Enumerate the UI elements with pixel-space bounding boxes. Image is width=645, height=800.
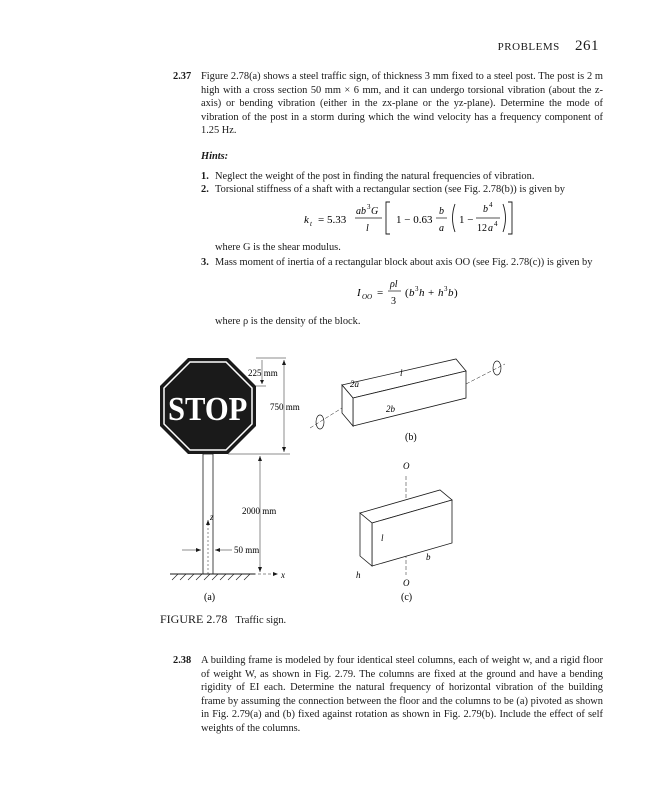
hints-title: Hints: xyxy=(201,151,229,162)
rectangular-shaft-diagram xyxy=(310,359,505,443)
svg-text:): ) xyxy=(454,287,458,299)
hint-2: 2. Torsional stiffness of a shaft with a rectangular section (see Fig. 2.78(b)) is given by xyxy=(201,184,565,195)
page-number: 261 xyxy=(575,38,599,54)
label-b: (b) xyxy=(405,432,417,443)
b-2b-label: 2b xyxy=(386,404,395,414)
svg-text:h: h xyxy=(419,287,425,299)
svg-text:k: k xyxy=(304,214,309,226)
svg-text:b: b xyxy=(483,204,488,215)
c-b-label: b xyxy=(426,552,431,562)
dim-2000-label: 2000 mm xyxy=(242,506,277,516)
svg-text:4: 4 xyxy=(494,220,498,228)
problem-text: Figure 2.78(a) shows a steel traffic sign, of thickness 3 mm fixed to a steel post. The post is 2 m high with a cross section 50 mm × 6 mm, and it can undergo torsional vibration (about the z-axis) or bending vibration (either in the zx-plane or the yz-plane). Determine the mode of vibration of the post in a storm during which the wind velocity has a frequency component of 1.25 Hz. xyxy=(201,71,603,137)
hint-3: 3. Mass moment of inertia of a rectangular block about axis OO (see Fig. 2.78(c)) is given by xyxy=(201,257,593,268)
section-title: PROBLEMS xyxy=(497,41,560,53)
svg-text:1 − 0.63: 1 − 0.63 xyxy=(396,214,433,226)
svg-text:3: 3 xyxy=(367,203,371,211)
hint-3-where: where ρ is the density of the block. xyxy=(215,316,361,327)
svg-text:1 −: 1 − xyxy=(459,214,474,226)
svg-text:ab: ab xyxy=(356,206,366,217)
c-O-bottom-label: O xyxy=(403,578,410,588)
svg-text:G: G xyxy=(371,206,379,217)
svg-text:3: 3 xyxy=(444,285,448,293)
c-l-label: l xyxy=(381,533,384,543)
svg-text:h: h xyxy=(438,287,444,299)
label-a: (a) xyxy=(204,592,216,603)
svg-text:l: l xyxy=(366,223,369,234)
stop-sign-text: STOP xyxy=(168,389,248,428)
figure-caption xyxy=(160,612,286,627)
b-2a-label: 2a xyxy=(350,379,359,389)
svg-text:3: 3 xyxy=(415,285,419,293)
running-header xyxy=(498,38,599,55)
b-l-label: l xyxy=(400,368,403,378)
dim-750-label: 750 mm xyxy=(270,402,300,412)
problem-number: 2.37 xyxy=(173,71,192,82)
caption-text: Traffic sign. xyxy=(235,615,287,626)
ground-hatch xyxy=(172,574,250,580)
svg-text:a: a xyxy=(488,223,493,234)
rectangular-block-diagram xyxy=(356,461,452,603)
c-O-top-label: O xyxy=(403,461,410,471)
problem-238-text: A building frame is modeled by four identical steel columns, each of weight w, and a rigid floor of weight W, as shown in Fig. 2.79. The columns are fixed at the ground and have a bending rigidity of EI each. Determine the natural frequency of horizontal vibration of the building frame by assuming the connection between the floor and the columns to be (a) pivoted as shown in Fig. 2.79(a) and (b) fixed against rotation as shown in Fig. 2.79(b). Include the effect of self weights of the columns. xyxy=(201,655,603,734)
svg-text:+: + xyxy=(428,287,435,299)
problem-number-238: 2.38 xyxy=(173,655,192,666)
label-c: (c) xyxy=(401,592,413,603)
svg-text:= 5.33: = 5.33 xyxy=(318,214,347,226)
dim-50-label: 50 mm xyxy=(234,545,260,555)
caption-number: FIGURE 2.78 xyxy=(160,612,228,626)
svg-text:ρl: ρl xyxy=(390,279,398,290)
svg-text:=: = xyxy=(377,287,384,299)
svg-text:t: t xyxy=(310,220,312,228)
svg-text:I: I xyxy=(357,287,361,299)
axis-x-label: x xyxy=(281,570,285,580)
dim-225-label: 225 mm xyxy=(248,368,278,378)
inertia-equation xyxy=(355,273,485,309)
svg-text:(: ( xyxy=(405,287,409,299)
svg-text:3: 3 xyxy=(391,296,396,307)
hint-1: 1. Neglect the weight of the post in finding the natural frequencies of vibration. xyxy=(201,171,535,182)
svg-text:a: a xyxy=(439,223,444,234)
axis-z-label: z xyxy=(210,512,214,522)
svg-text:OO: OO xyxy=(362,293,373,301)
traffic-sign-diagram xyxy=(160,358,300,603)
svg-text:b: b xyxy=(448,287,454,299)
c-h-label: h xyxy=(356,570,361,580)
svg-text:b: b xyxy=(439,206,444,217)
svg-text:4: 4 xyxy=(489,201,493,209)
figure-2-78 xyxy=(160,350,520,610)
torsional-stiffness-equation xyxy=(300,198,520,238)
svg-text:b: b xyxy=(409,287,415,299)
hint-2-where: where G is the shear modulus. xyxy=(215,242,341,253)
svg-text:12: 12 xyxy=(477,223,487,234)
